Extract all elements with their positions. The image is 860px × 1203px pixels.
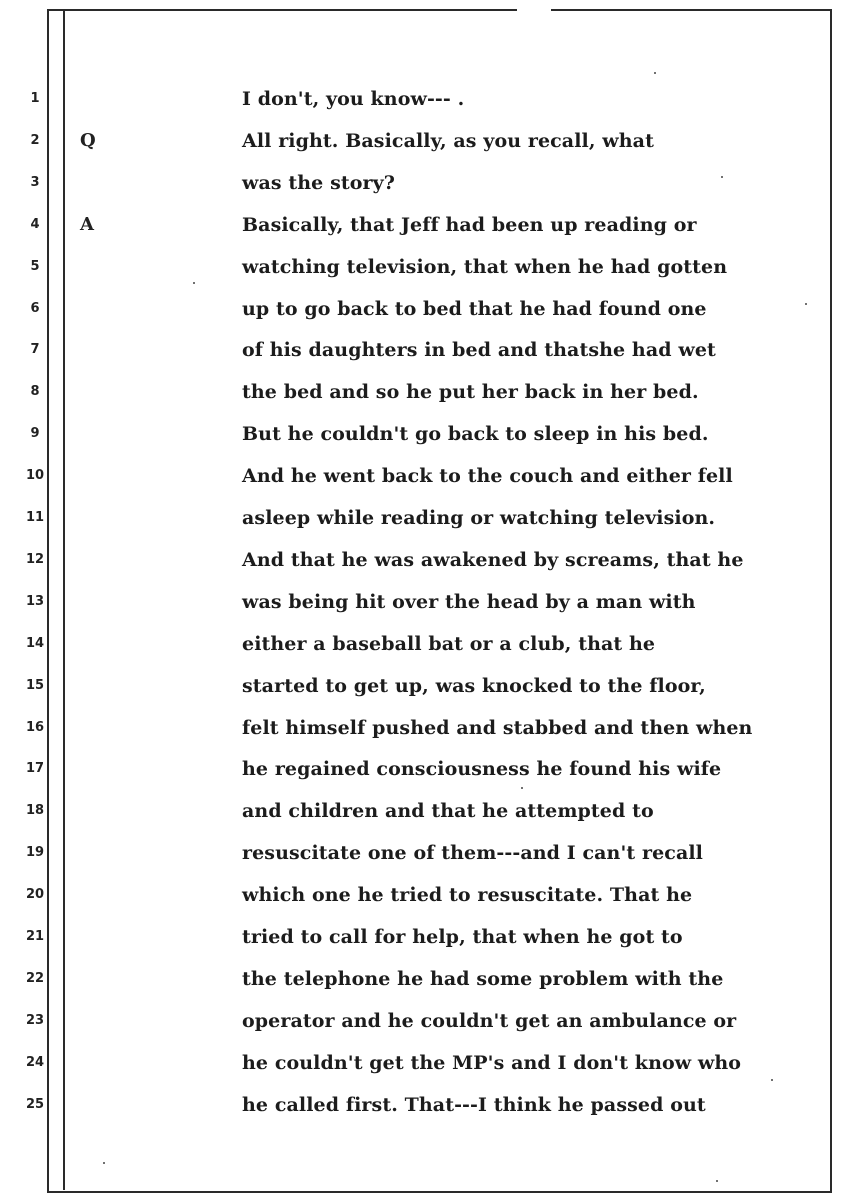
transcript-line: was being hit over the head by a man with xyxy=(242,591,696,613)
margin-rule xyxy=(63,10,65,1190)
scan-speck xyxy=(721,176,723,178)
transcript-line: And that he was awakened by screams, that he xyxy=(242,549,744,571)
line-number: 7 xyxy=(30,342,40,357)
transcript-line: operator and he couldn't get an ambulance or xyxy=(242,1010,737,1032)
line-number: 18 xyxy=(25,803,45,818)
line-number: 5 xyxy=(30,259,40,274)
line-number: 2 xyxy=(30,133,40,148)
line-number: 4 xyxy=(30,217,40,232)
border-gap xyxy=(517,5,551,15)
line-number: 3 xyxy=(30,175,40,190)
transcript-line: and children and that he attempted to xyxy=(242,800,654,822)
transcript-line: resuscitate one of them---and I can't recall xyxy=(242,842,703,864)
line-number: 8 xyxy=(30,384,40,399)
line-number: 6 xyxy=(30,301,40,316)
line-number: 20 xyxy=(25,887,45,902)
transcript-line: up to go back to bed that he had found one xyxy=(242,298,707,320)
line-number: 1 xyxy=(30,91,40,106)
transcript-line: I don't, you know--- . xyxy=(242,88,465,110)
line-number: 15 xyxy=(25,678,45,693)
transcript-line: the telephone he had some problem with the xyxy=(242,968,724,990)
scan-speck xyxy=(654,72,656,74)
transcript-line: tried to call for help, that when he got to xyxy=(242,926,683,948)
transcript-line: Basically, that Jeff had been up reading or xyxy=(242,214,697,236)
transcript-line: either a baseball bat or a club, that he xyxy=(242,633,656,655)
transcript-line: was the story? xyxy=(242,172,396,194)
line-number: 25 xyxy=(25,1097,45,1112)
line-number: 14 xyxy=(25,636,45,651)
transcript-line: the bed and so he put her back in her bed. xyxy=(242,381,699,403)
transcript-line: watching television, that when he had gotten xyxy=(242,256,728,278)
transcript-line: asleep while reading or watching television. xyxy=(242,507,716,529)
scan-speck xyxy=(521,787,523,789)
line-number: 24 xyxy=(25,1055,45,1070)
scan-speck xyxy=(805,303,807,305)
line-number: 17 xyxy=(25,761,45,776)
transcript-line: he regained consciousness he found his wife xyxy=(242,758,722,780)
line-number: 22 xyxy=(25,971,45,986)
line-number: 21 xyxy=(25,929,45,944)
line-number: 12 xyxy=(25,552,45,567)
transcript-line: But he couldn't go back to sleep in his bed. xyxy=(242,423,709,445)
scan-speck xyxy=(716,1180,718,1182)
line-number: 10 xyxy=(25,468,45,483)
transcript-line: he called first. That---I think he passed out xyxy=(242,1094,706,1116)
transcript-line: he couldn't get the MP's and I don't know who xyxy=(242,1052,742,1074)
scan-speck xyxy=(771,1079,773,1081)
transcript-line: All right. Basically, as you recall, what xyxy=(242,130,654,152)
line-number: 9 xyxy=(30,426,40,441)
transcript-line: felt himself pushed and stabbed and then when xyxy=(242,717,753,739)
transcript-line: started to get up, was knocked to the floor, xyxy=(242,675,706,697)
transcript-line: And he went back to the couch and either fell xyxy=(242,465,733,487)
scan-speck xyxy=(193,282,195,284)
line-number: 19 xyxy=(25,845,45,860)
scan-speck xyxy=(103,1162,105,1164)
line-number: 11 xyxy=(25,510,45,525)
line-number: 23 xyxy=(25,1013,45,1028)
line-number: 13 xyxy=(25,594,45,609)
speaker-label: A xyxy=(80,214,94,235)
transcript-line: which one he tried to resuscitate. That he xyxy=(242,884,693,906)
line-number: 16 xyxy=(25,720,45,735)
transcript-line: of his daughters in bed and thatshe had wet xyxy=(242,339,716,361)
speaker-label: Q xyxy=(80,130,96,151)
